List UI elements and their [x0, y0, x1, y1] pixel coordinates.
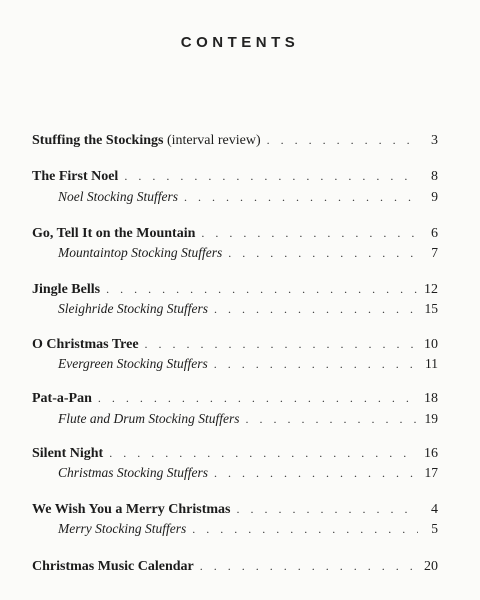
dot-leader	[192, 521, 418, 538]
entry-title: Go, Tell It on the Mountain	[32, 226, 196, 241]
page-number: 3	[431, 133, 438, 148]
dot-leader	[124, 168, 418, 185]
toc-subentry[interactable]	[58, 410, 438, 428]
dot-leader	[109, 445, 418, 462]
toc-entry[interactable]	[32, 168, 438, 185]
entry-title: The First Noel	[32, 169, 119, 184]
entry-title: Jingle Bells	[32, 282, 101, 297]
page-number: 18	[424, 391, 438, 406]
entry-title: Stuffing the Stockings	[32, 133, 164, 148]
page-number: 8	[431, 169, 438, 184]
toc-entry[interactable]	[32, 390, 438, 407]
dot-leader	[184, 189, 418, 206]
dot-leader	[200, 558, 418, 575]
page-number: 4	[431, 502, 438, 517]
page-number: 15	[424, 301, 438, 316]
dot-leader	[214, 356, 418, 373]
page-number: 9	[431, 189, 438, 204]
dot-leader	[214, 301, 418, 318]
toc-subentry[interactable]	[58, 300, 438, 318]
dot-leader	[236, 501, 418, 518]
toc-entry[interactable]	[32, 281, 438, 298]
toc-subentry[interactable]	[58, 188, 438, 206]
subentry-title: Noel Stocking Stuffers	[58, 189, 178, 204]
page-title: CONTENTS	[180, 34, 300, 51]
dot-leader	[245, 411, 418, 428]
dot-leader	[201, 225, 418, 242]
subentry-title: Mountaintop Stocking Stuffers	[58, 245, 223, 260]
entry-note: (interval review)	[166, 133, 261, 148]
page-number: 17	[424, 465, 438, 480]
page-number: 5	[431, 521, 438, 536]
page-number: 12	[424, 282, 438, 297]
page-number: 20	[424, 559, 438, 574]
page-number: 6	[431, 226, 438, 241]
entry-title: Christmas Music Calendar	[32, 559, 194, 574]
dot-leader	[228, 245, 418, 262]
subentry-title: Christmas Stocking Stuffers	[58, 465, 209, 480]
dot-leader	[214, 465, 418, 482]
dot-leader	[145, 336, 418, 353]
toc-subentry[interactable]	[58, 464, 438, 482]
dot-leader	[267, 132, 418, 149]
toc-entry[interactable]	[32, 225, 438, 242]
toc-entry[interactable]	[32, 501, 438, 518]
entry-title: We Wish You a Merry Christmas	[32, 502, 231, 517]
subentry-title: Sleighride Stocking Stuffers	[58, 301, 208, 316]
page-number: 16	[424, 446, 438, 461]
dot-leader	[106, 281, 418, 298]
toc-entry[interactable]	[32, 558, 438, 575]
subentry-title: Flute and Drum Stocking Stuffers	[58, 411, 240, 426]
subentry-title: Merry Stocking Stuffers	[58, 521, 187, 536]
entry-title: O Christmas Tree	[32, 337, 139, 352]
subentry-title: Evergreen Stocking Stuffers	[58, 356, 208, 371]
page-number: 11	[425, 356, 438, 371]
page-number: 19	[424, 411, 438, 426]
toc-entry[interactable]	[32, 336, 438, 353]
dot-leader	[98, 390, 418, 407]
toc-subentry[interactable]	[58, 355, 438, 373]
page-number: 7	[431, 245, 438, 260]
page-number: 10	[424, 337, 438, 352]
toc-entry[interactable]	[32, 132, 438, 149]
toc-entry[interactable]	[32, 445, 438, 462]
toc-subentry[interactable]	[58, 244, 438, 262]
entry-title: Silent Night	[32, 446, 104, 461]
toc-subentry[interactable]	[58, 520, 438, 538]
entry-title: Pat-a-Pan	[32, 391, 92, 406]
